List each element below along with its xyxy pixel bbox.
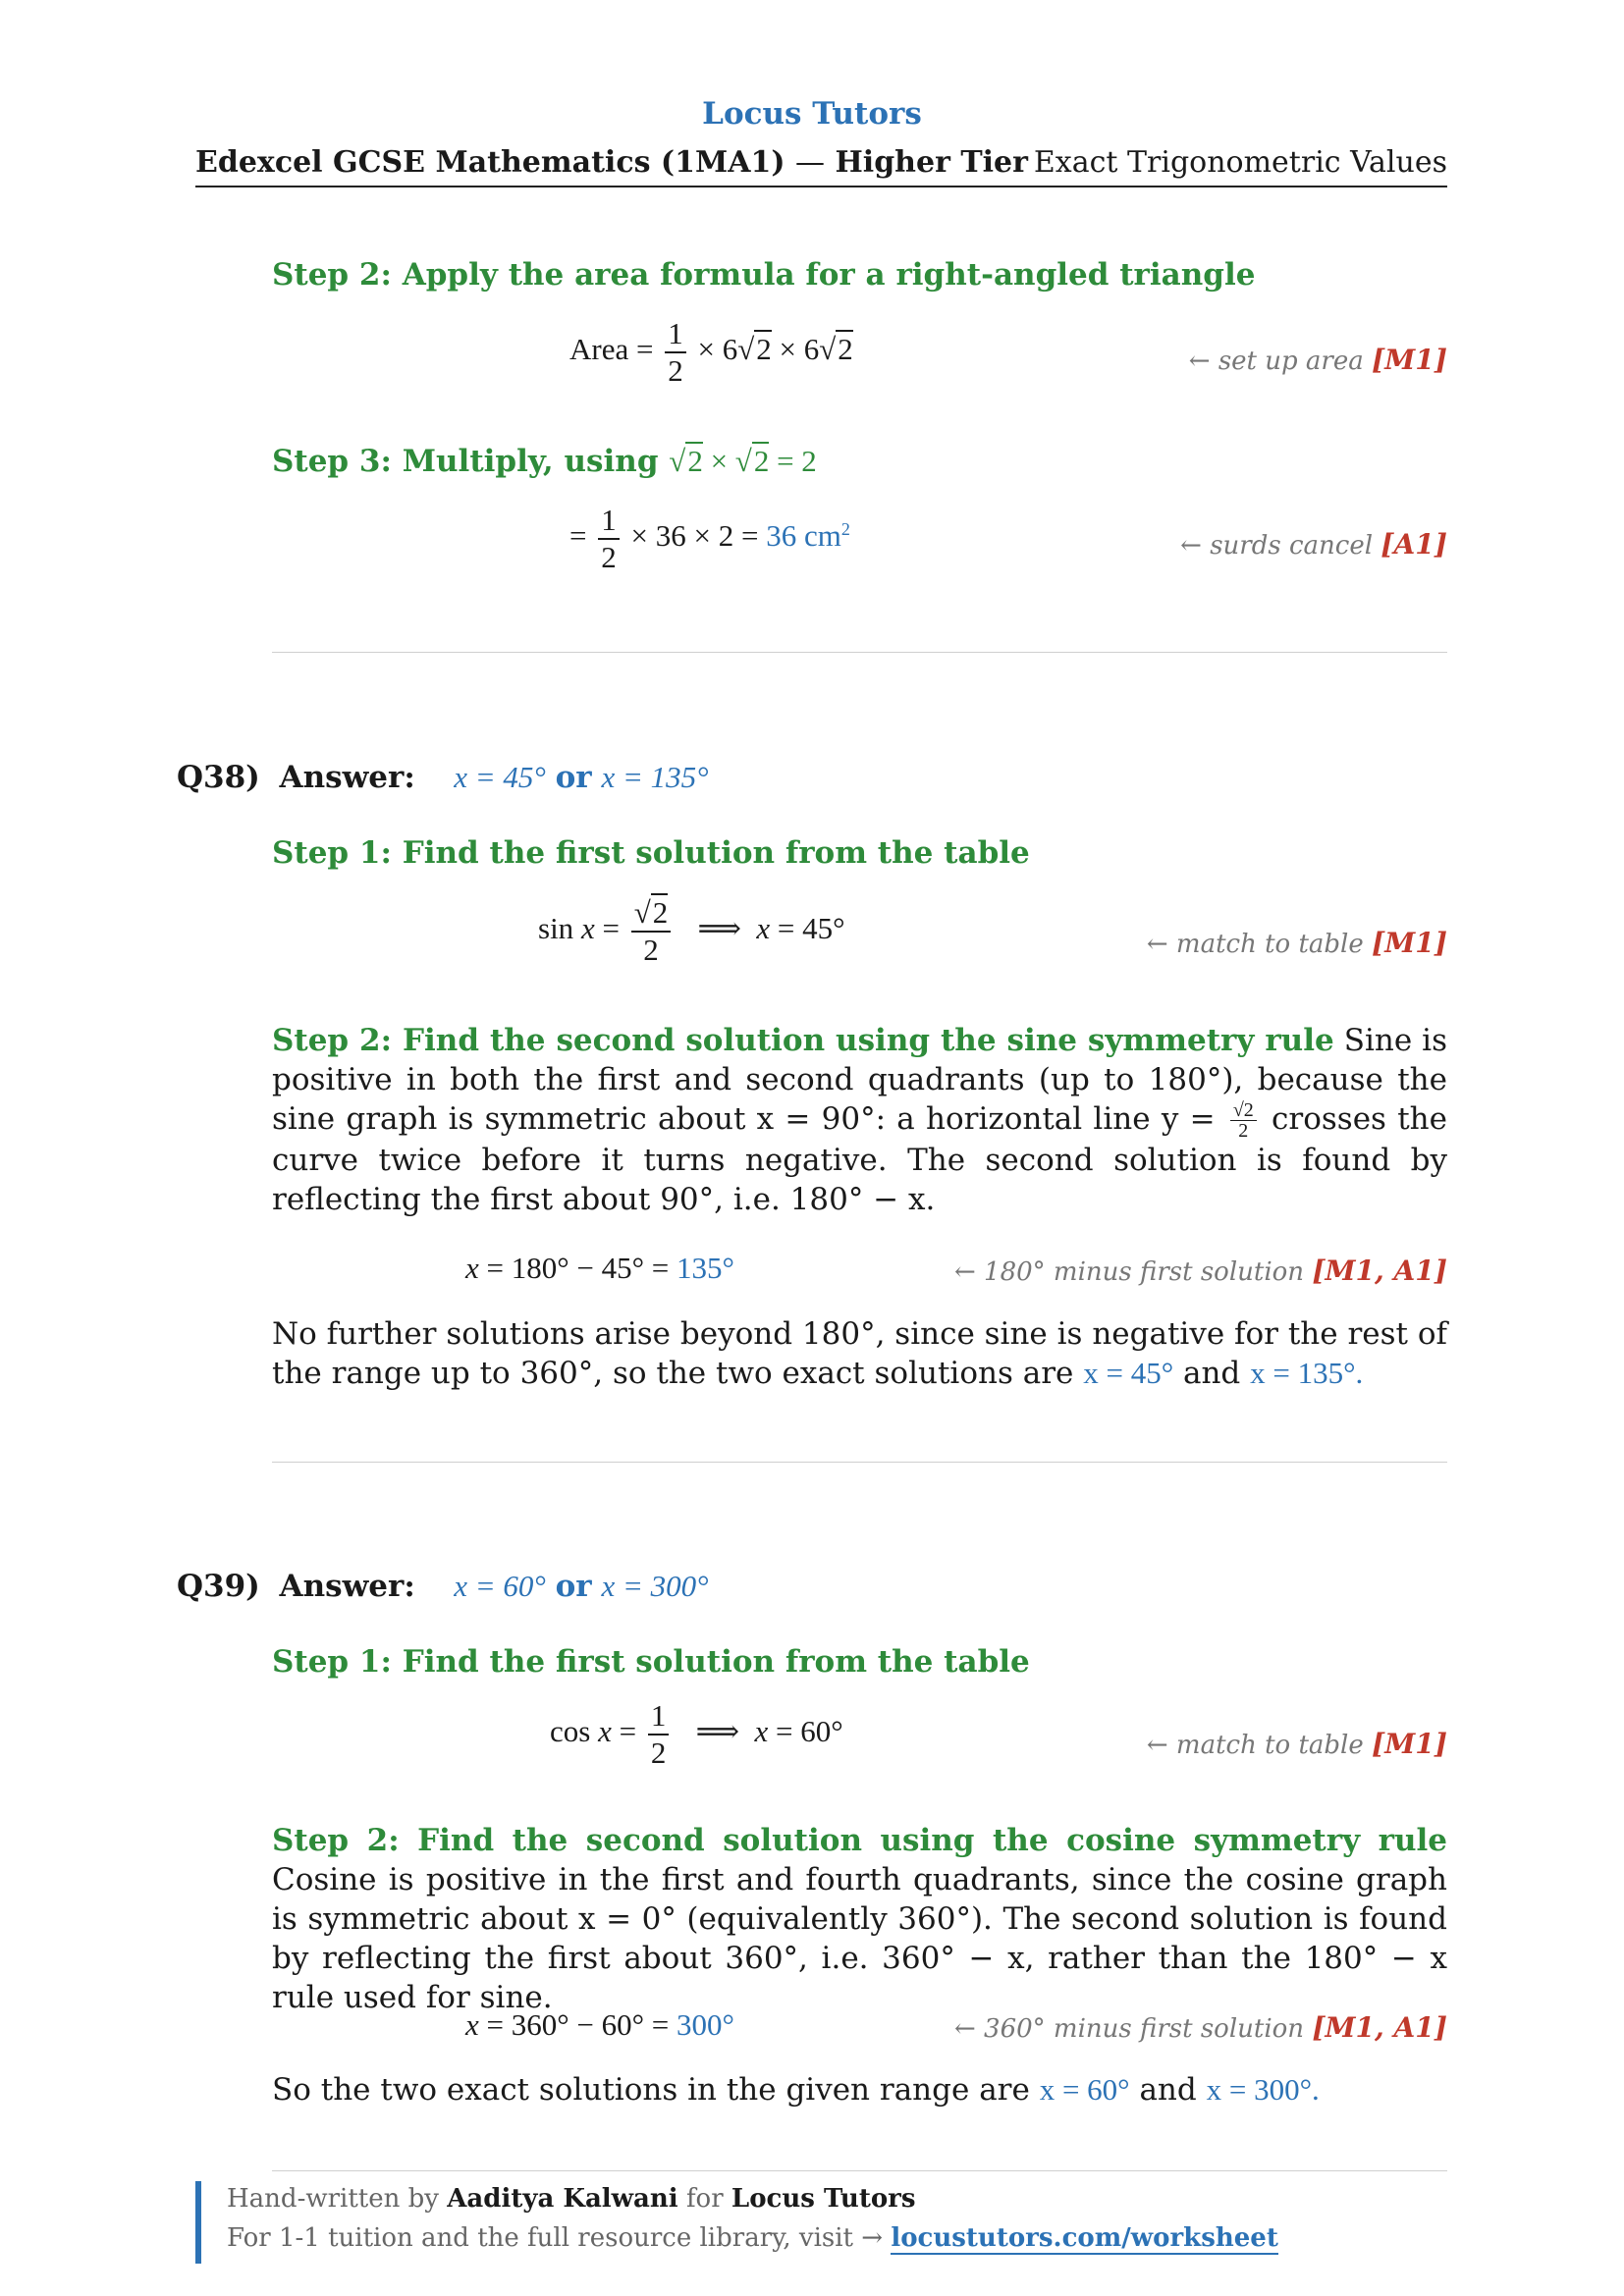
- q39-conclusion: So the two exact solutions in the given range are x = 60° and x = 300°.: [272, 2072, 1320, 2108]
- q38-step1-title: Step 1: Find the first solution from the table: [272, 835, 1030, 871]
- q39-step2-equation: x = 360° − 60° = 300°: [465, 2007, 734, 2042]
- q37-step2-note: ← set up area [M1]: [1188, 344, 1447, 376]
- separator: [272, 1462, 1447, 1463]
- q39-step1-title: Step 1: Find the first solution from the table: [272, 1644, 1030, 1680]
- q38-step2-equation: x = 180° − 45° = 135°: [465, 1251, 734, 1285]
- q38-conclusion: No further solutions arise beyond 180°, since sine is negative for the rest of the range up to 360°, so the two exact solutions are x = 45° and x = 135°.: [272, 1316, 1447, 1391]
- q38-step2-note: ← 180° minus first solution [M1, A1]: [953, 1255, 1447, 1287]
- separator: [272, 2170, 1447, 2171]
- q39-step1-equation: cos x = $\frac{1}{2}$ ⟹ x = 60°: [550, 1698, 843, 1770]
- footer-accent-bar: [195, 2181, 201, 2264]
- q39-step2-note: ← 360° minus first solution [M1, A1]: [953, 2011, 1447, 2044]
- q37-step3-note: ← surds cancel [A1]: [1180, 528, 1447, 561]
- q37-multiply-equation: = $\frac{1}{2}$ × 36 × 2 = 36 $cm^2$: [569, 503, 850, 574]
- separator: [272, 652, 1447, 653]
- topic-title: Exact Trigonometric Values: [1033, 145, 1447, 180]
- q38-step2-paragraph: Step 2: Find the second solution using the sine symmetry rule Sine is positive in both the first and second quadrants (up to 180°), because the sine graph is symmetric about x = 90°: a horizontal line y = $\frac{√2}{2}$ crosses the curve twice before it turns negative. The second solution is found by reflecting the first about 90°, i.e. 180° − x.: [272, 1023, 1448, 1217]
- q38-step1-note: ← match to table [M1]: [1146, 927, 1447, 959]
- footer-visit: For 1-1 tuition and the full resource library, visit → locustutors.com/worksheet: [227, 2223, 1278, 2253]
- q39-step1-note: ← match to table [M1]: [1146, 1728, 1447, 1760]
- q37-step2-title: Step 2: Apply the area formula for a right-angled triangle: [272, 257, 1256, 293]
- q39-step2-paragraph: Step 2: Find the second solution using the cosine symmetry rule Cosine is positive in the first and fourth quadrants, since the cosine graph is symmetric about x = 0° (equivalently 360°). The second solution is found by reflecting the first about 360°, i.e. 360° − x, rather than the 180° − x rule used for sine.: [272, 1823, 1447, 2015]
- course-title: Edexcel GCSE Mathematics (1MA1) — Higher Tier: [195, 145, 1028, 180]
- header-rule: [195, 186, 1447, 187]
- q38-answer-line: Q38) Answer: x = 45° or x = 135°: [177, 760, 709, 795]
- brand-title: Locus Tutors: [702, 96, 922, 132]
- footer-credit: Hand-written by Aaditya Kalwani for Locus Tutors: [227, 2184, 916, 2214]
- worksheet-link[interactable]: locustutors.com/worksheet: [891, 2223, 1278, 2253]
- q39-answer-line: Q39) Answer: x = 60° or x = 300°: [177, 1569, 709, 1604]
- q37-area-equation: Area = $\frac{1}{2}$ × 6√2 × 6√2: [569, 316, 853, 388]
- q38-step1-equation: sin x = $\frac{√2}{2}$ ⟹ x = 45°: [538, 895, 845, 967]
- q37-step3-title: Step 3: Multiply, using √2 × √2 = 2: [272, 444, 817, 479]
